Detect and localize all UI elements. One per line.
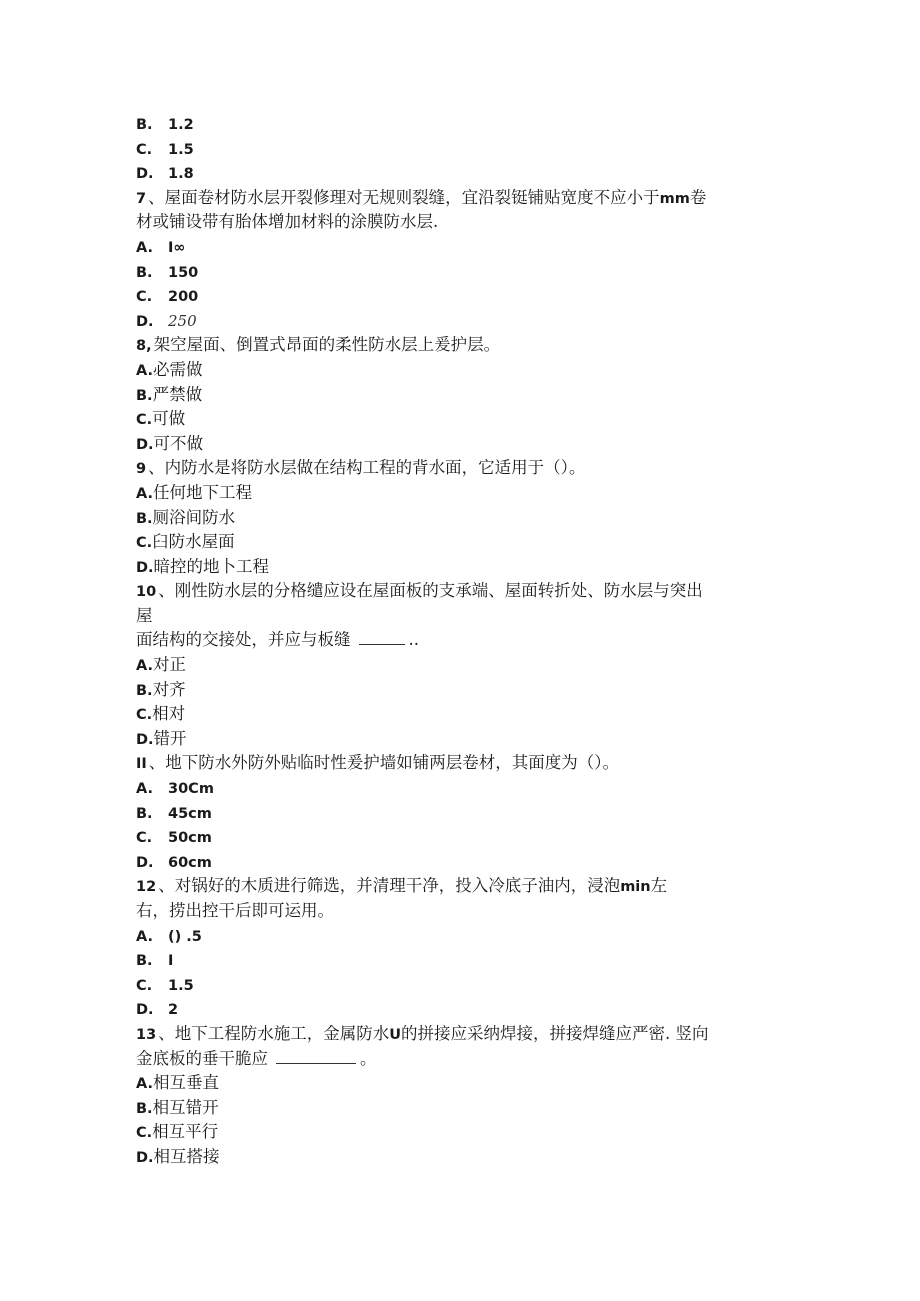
question-10-stem-cont2: 面结构的交接处，并应与板缝 .. [136, 630, 419, 650]
option-a: A. I∞ [136, 239, 186, 256]
option-b: B. 150 [136, 264, 199, 281]
question-10-stem: 10 、刚性防水层的分格缱应设在屋面板的支承端、屋面转折处、防水层与突出 [136, 581, 703, 601]
question-11-stem: II 、地下防水外防外贴临时性爰护墙如铺两层卷材，其面度为（）。 [136, 753, 620, 773]
option-c: C.相互平行 [136, 1122, 219, 1142]
question-12-stem-cont: 右，捞出控干后即可运用。 [136, 901, 334, 920]
option-a: A.对正 [136, 655, 186, 675]
option-d: D. 2 [136, 1002, 179, 1019]
question-9-stem: 9 、内防水是将防水层做在结构工程的背水面，它适用于（）。 [136, 458, 586, 478]
question-12-stem: 12 、对锅好的木质进行筛选，并清理干净，投入冷底子油内，浸泡min左 [136, 876, 668, 896]
option-d: D.错开 [136, 728, 187, 748]
question-13-stem-cont: 金底板的垂干脆应 。 [136, 1048, 377, 1068]
question-list [136, 112, 786, 1170]
option-b: B.严禁做 [136, 384, 203, 404]
answer-blank [276, 1049, 356, 1064]
option-d: D. 60cm [136, 854, 212, 871]
option-a: A. 30Cm [136, 781, 214, 798]
option-b: B. 1.2 [136, 117, 194, 133]
option-d: D. 250 [136, 311, 197, 330]
option-c: C.可做 [136, 409, 186, 429]
question-13-stem: 13 、地下工程防水施工，金属防水U的拼接应采纳焊接，拼接焊缝应严密. 竖向 [136, 1023, 709, 1043]
option-c: C.臼防水屋面 [136, 532, 235, 552]
option-d: D. 1.8 [136, 166, 194, 183]
option-c: C. 200 [136, 289, 199, 306]
question-10-stem-cont: 屋 [136, 605, 153, 625]
option-c: C. 1.5 [136, 977, 194, 994]
option-d: D.相互搭接 [136, 1146, 220, 1166]
option-b: B.相互错开 [136, 1097, 219, 1117]
option-c: C.相对 [136, 704, 186, 724]
option-d: D.暗控的地卜工程 [136, 556, 270, 576]
option-b: B. I [136, 953, 174, 970]
option-a: A. () .5 [136, 928, 202, 945]
question-8-stem: 8, 架空屋面、倒置式昂面的柔性防水层上爰护层。 [136, 335, 501, 355]
option-d: D.可不做 [136, 433, 204, 453]
option-a: A.任何地下工程 [136, 482, 252, 502]
answer-blank [359, 630, 405, 645]
question-7-stem-cont: 材或铺设带有胎体增加材料的涂膜防水层. [136, 212, 439, 232]
option-c: C. 1.5 [136, 141, 194, 158]
option-b: B.对齐 [136, 679, 186, 699]
option-c: C. 50cm [136, 830, 212, 847]
option-b: B.厕浴间防水 [136, 507, 236, 527]
question-7-stem: 7 、屋面卷材防水层开裂修理对无规则裂缝，宜沿裂铤铺贴宽度不应小于mm卷 [136, 187, 707, 207]
option-a: A.相互垂直 [136, 1073, 219, 1093]
option-a: A.必需做 [136, 359, 203, 379]
option-b: B. 45cm [136, 805, 212, 822]
